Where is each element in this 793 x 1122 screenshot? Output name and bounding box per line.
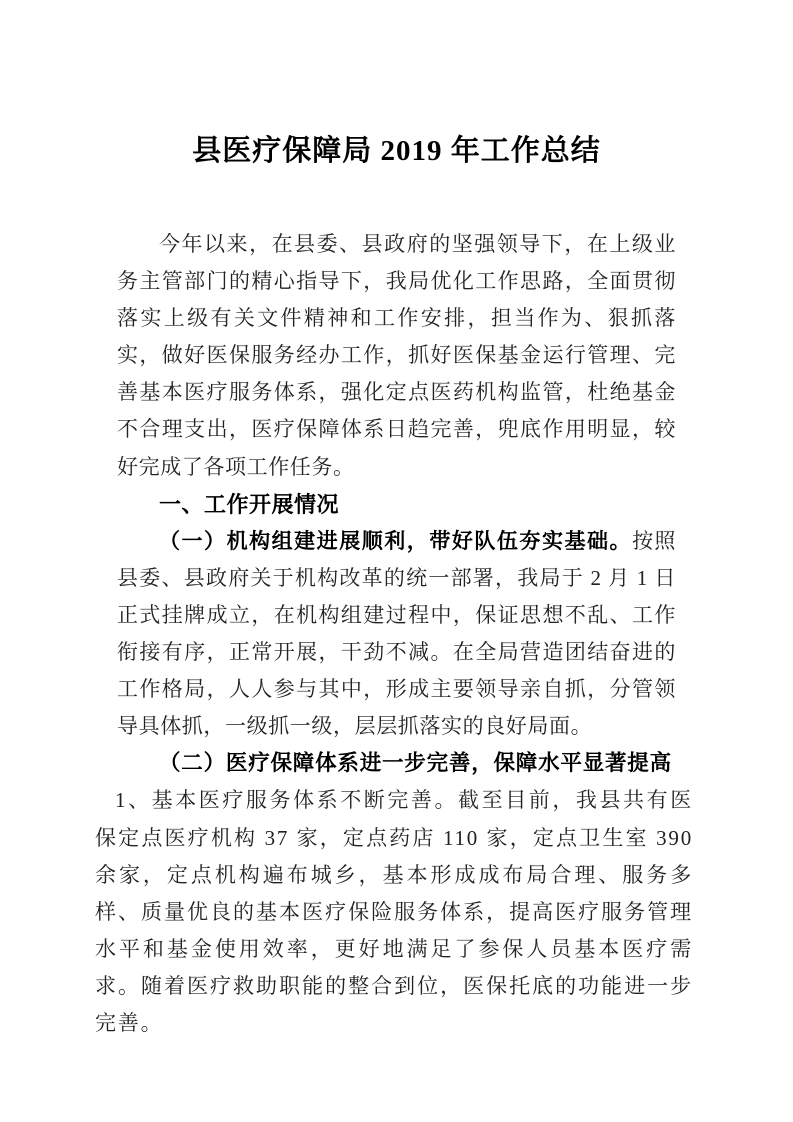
subsection-1-body: 按照县委、县政府关于机构改革的统一部署，我局于 2 月 1 日正式挂牌成立，在机构组建过程中，保证思想不乱、工作衔接有序，正常开展，干劲不减。在全局营造团结奋进的工作格局，人人参与其中，形成主要领导亲自抓，分管领导具体抓，一级抓一级，层层抓落实的良好局面。 [117,528,676,739]
section-1-heading: 一、工作开展情况 [159,491,340,517]
subsection-1-lead: （一）机构组建进展顺利，带好队伍夯实基础。 [159,528,633,553]
subsection-1-paragraph [117,523,676,746]
document-title: 县医疗保障局 2019 年工作总结 [192,135,601,167]
subsection-2-heading: （二）医疗保障体系进一步完善，保障水平显著提高 [159,751,672,776]
intro-paragraph: 今年以来，在县委、县政府的坚强领导下，在上级业务主管部门的精心指导下，我局优化工作思路，全面贯彻落实上级有关文件精神和工作安排，担当作为、狠抓落实，做好医保服务经办工作，抓好医保基金运行管理、完善基本医疗服务体系，强化定点医药机构监管，杜绝基金不合理支出，医疗保障体系日趋完善，兜底作用明显，较好完成了各项工作任务。 [117,232,676,479]
item-1-paragraph: 1、基本医疗服务体系不断完善。截至目前，我县共有医保定点医疗机构 37 家，定点药店 110 家，定点卫生室 390 余家，定点机构遍布城乡，基本形成成布局合理、服务多样、质量优良的基本医疗保险服务体系，提高医疗服务管理水平和基金使用效率，更好地满足了参保人员基本医疗需求。随着医疗救助职能的整合到位，医保托底的功能进一步完善。 [95,788,693,1035]
